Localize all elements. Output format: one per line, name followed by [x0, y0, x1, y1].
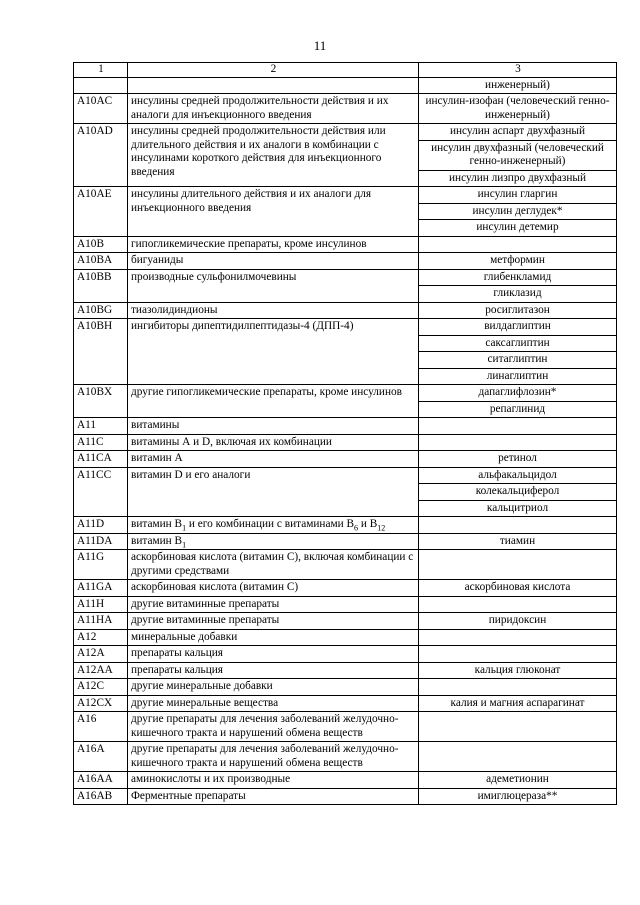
drug-name [419, 712, 616, 728]
atc-code-cell: A11C [74, 434, 128, 451]
table-row [74, 580, 617, 597]
drug-name: имиглюцераза** [477, 789, 558, 802]
drug-names-cell [419, 742, 617, 772]
atc-code-cell: A11H [74, 596, 128, 613]
drug-name [419, 597, 616, 613]
drug-name: ретинол [498, 452, 537, 464]
atc-code-cell: A10AE [74, 187, 128, 237]
table-row [74, 629, 617, 646]
anatomical-group-cell: бигуаниды [128, 253, 419, 270]
drug-names-cell [419, 613, 617, 630]
anatomical-group-cell: аскорбиновая кислота (витамин С), включая комбинации с другими средствами [128, 550, 419, 580]
atc-code-cell: A16AB [74, 788, 128, 805]
anatomical-group-cell: другие препараты для лечения заболеваний желудочно-кишечного тракта и нарушений обмена веществ [128, 742, 419, 772]
table-row [74, 467, 617, 517]
drug-name: линаглиптин [486, 369, 549, 382]
drug-name: инсулин детемир [476, 221, 559, 233]
atc-code-cell: A11CA [74, 451, 128, 468]
anatomical-group-cell: аскорбиновая кислота (витамин С) [128, 580, 419, 597]
drug-names-cell [419, 517, 617, 534]
atc-code-cell: A10BA [74, 253, 128, 270]
anatomical-group-cell: другие минеральные добавки [128, 679, 419, 696]
anatomical-group-cell: минеральные добавки [128, 629, 419, 646]
atc-code-cell: A10BX [74, 385, 128, 418]
table-row [74, 742, 617, 772]
drug-names-cell [419, 302, 617, 319]
table-row [74, 451, 617, 468]
table-row [74, 253, 617, 270]
atc-code-cell: A11 [74, 418, 128, 435]
atc-code-cell: A12 [74, 629, 128, 646]
atc-code-cell: A11GA [74, 580, 128, 597]
anatomical-group-cell: витамин А [128, 451, 419, 468]
drug-name: калия и магния аспарагинат [450, 696, 585, 709]
drug-names-cell [419, 629, 617, 646]
anatomical-group-cell: витамин $B_1$ [128, 533, 419, 550]
anatomical-group-cell: тиазолидиндионы [128, 302, 419, 319]
atc-code-cell: A16AA [74, 772, 128, 789]
anatomical-group-cell: Ферментные препараты [128, 788, 419, 805]
atc-code-cell: A10BB [74, 269, 128, 302]
drug-names-cell [419, 712, 617, 742]
anatomical-group-cell: витамин $B_1$ и его комбинации с витаминами $B_6$ и $B_{12}$ [128, 517, 419, 534]
drug-names-cell [419, 596, 617, 613]
drug-names-cell [419, 662, 617, 679]
table-row [74, 712, 617, 742]
table-row [74, 385, 617, 418]
drug-name [419, 418, 616, 434]
atc-code-cell: A11DA [74, 533, 128, 550]
drug-name [419, 679, 616, 695]
drug-names-cell [419, 236, 617, 253]
drug-names-cell [419, 187, 617, 237]
drug-names-cell [419, 451, 617, 468]
drug-names-cell [419, 580, 617, 597]
drug-classification-table [73, 62, 617, 805]
atc-code-cell: A11HA [74, 613, 128, 630]
anatomical-group-cell: другие минеральные вещества [128, 695, 419, 712]
drug-names-cell [419, 253, 617, 270]
table-row [74, 77, 617, 94]
table-row [74, 679, 617, 696]
anatomical-group-cell: витамины [128, 418, 419, 435]
drug-names-cell [419, 679, 617, 696]
drug-name: инсулин деглудек* [419, 204, 616, 221]
drug-names-cell [419, 77, 617, 94]
drug-names-cell [419, 646, 617, 663]
drug-name: глибенкламид [419, 270, 616, 287]
drug-names-cell [419, 788, 617, 805]
table-row [74, 533, 617, 550]
anatomical-group-cell [128, 77, 419, 94]
anatomical-group-cell: другие витаминные препараты [128, 596, 419, 613]
drug-name [419, 517, 616, 533]
column-header-drugs: 3 [419, 63, 617, 78]
drug-name: инсулин гларгин [419, 187, 616, 204]
anatomical-group-cell: инсулины длительного действия и их аналоги для инъекционного введения [128, 187, 419, 237]
drug-names-cell [419, 319, 617, 385]
atc-code-cell: A12C [74, 679, 128, 696]
table-row [74, 434, 617, 451]
anatomical-group-cell: инсулины средней продолжительности действия и их аналоги для инъекционного введения [128, 94, 419, 124]
anatomical-group-cell: гипогликемические препараты, кроме инсулинов [128, 236, 419, 253]
atc-code-cell: A10BG [74, 302, 128, 319]
drug-name [419, 550, 616, 566]
table-row [74, 187, 617, 237]
drug-names-cell [419, 772, 617, 789]
drug-names-cell [419, 269, 617, 302]
atc-code-cell: A10B [74, 236, 128, 253]
table-row [74, 124, 617, 187]
atc-code-cell: A10AC [74, 94, 128, 124]
drug-name: росиглитазон [485, 303, 550, 316]
atc-code-cell: A16A [74, 742, 128, 772]
table-row [74, 236, 617, 253]
anatomical-group-cell: витамин D и его аналоги [128, 467, 419, 517]
drug-names-cell [419, 385, 617, 418]
drug-name [419, 435, 616, 451]
drug-names-cell [419, 695, 617, 712]
table-row [74, 772, 617, 789]
drug-name: гликлазид [493, 287, 542, 299]
drug-name: вилдаглиптин [419, 319, 616, 336]
table-row [74, 788, 617, 805]
table-row [74, 613, 617, 630]
table-row [74, 517, 617, 534]
drug-name [419, 742, 616, 758]
drug-names-cell [419, 124, 617, 187]
atc-code-cell: A12AA [74, 662, 128, 679]
drug-names-cell [419, 467, 617, 517]
drug-name [419, 646, 616, 662]
drug-name: альфакальцидол [419, 468, 616, 485]
table-row [74, 550, 617, 580]
drug-name [419, 630, 616, 646]
drug-name: аскорбиновая кислота [464, 581, 571, 593]
anatomical-group-cell: ингибиторы дипептидилпептидазы-4 (ДПП-4) [128, 319, 419, 385]
table-row [74, 269, 617, 302]
atc-code-cell: A12A [74, 646, 128, 663]
atc-code-cell [74, 77, 128, 94]
drug-name: инженерный) [485, 78, 550, 91]
table-row [74, 302, 617, 319]
column-header-name: 2 [128, 63, 419, 78]
drug-name: инсулин-изофан (человеческий генно-инженерный) [425, 95, 610, 121]
table-row [74, 662, 617, 679]
anatomical-group-cell: аминокислоты и их производные [128, 772, 419, 789]
drug-name [419, 237, 616, 253]
drug-name: колекальциферол [419, 484, 616, 501]
anatomical-group-cell: другие препараты для лечения заболеваний желудочно-кишечного тракта и нарушений обмена веществ [128, 712, 419, 742]
drug-name: метформин [490, 254, 545, 266]
table-row [74, 319, 617, 385]
atc-code-cell: A11G [74, 550, 128, 580]
table-header-row [74, 63, 617, 78]
drug-name: дапаглифлозин* [419, 385, 616, 402]
anatomical-group-cell: производные сульфонилмочевины [128, 269, 419, 302]
drug-name: инсулин лизпро двухфазный [448, 171, 586, 184]
atc-code-cell: A16 [74, 712, 128, 742]
table-row [74, 418, 617, 435]
anatomical-group-cell: другие витаминные препараты [128, 613, 419, 630]
anatomical-group-cell: препараты кальция [128, 662, 419, 679]
drug-name: пиридоксин [488, 614, 547, 626]
drug-name: саксаглиптин [419, 336, 616, 353]
anatomical-group-cell: другие гипогликемические препараты, кроме инсулинов [128, 385, 419, 418]
drug-names-cell [419, 533, 617, 550]
drug-name: адеметионин [486, 773, 549, 785]
table-row [74, 94, 617, 124]
drug-names-cell [419, 94, 617, 124]
atc-code-cell: A11D [74, 517, 128, 534]
drug-name: ситаглиптин [419, 352, 616, 369]
anatomical-group-cell: препараты кальция [128, 646, 419, 663]
drug-name: инсулин двухфазный (человеческий генно-инженерный) [419, 141, 616, 171]
atc-code-cell: A10AD [74, 124, 128, 187]
atc-code-cell: A12CX [74, 695, 128, 712]
anatomical-group-cell: витамины А и D, включая их комбинации [128, 434, 419, 451]
column-header-code: 1 [74, 63, 128, 78]
table-row [74, 646, 617, 663]
drug-name: репаглинид [489, 402, 546, 415]
table-row [74, 596, 617, 613]
page-number: 11 [313, 38, 327, 53]
anatomical-group-cell: инсулины средней продолжительности действия или длительного действия и их аналоги в комбинации с инсулинами короткого действия для инъекционного введения [128, 124, 419, 187]
atc-code-cell: A10BH [74, 319, 128, 385]
atc-code-cell: A11CC [74, 467, 128, 517]
drug-name: тиамин [499, 534, 536, 547]
drug-name: кальция глюконат [474, 663, 561, 676]
table-row [74, 695, 617, 712]
drug-names-cell [419, 434, 617, 451]
drug-name: кальцитриол [486, 501, 549, 514]
drug-names-cell [419, 550, 617, 580]
drug-name: инсулин аспарт двухфазный [419, 124, 616, 141]
drug-names-cell [419, 418, 617, 435]
